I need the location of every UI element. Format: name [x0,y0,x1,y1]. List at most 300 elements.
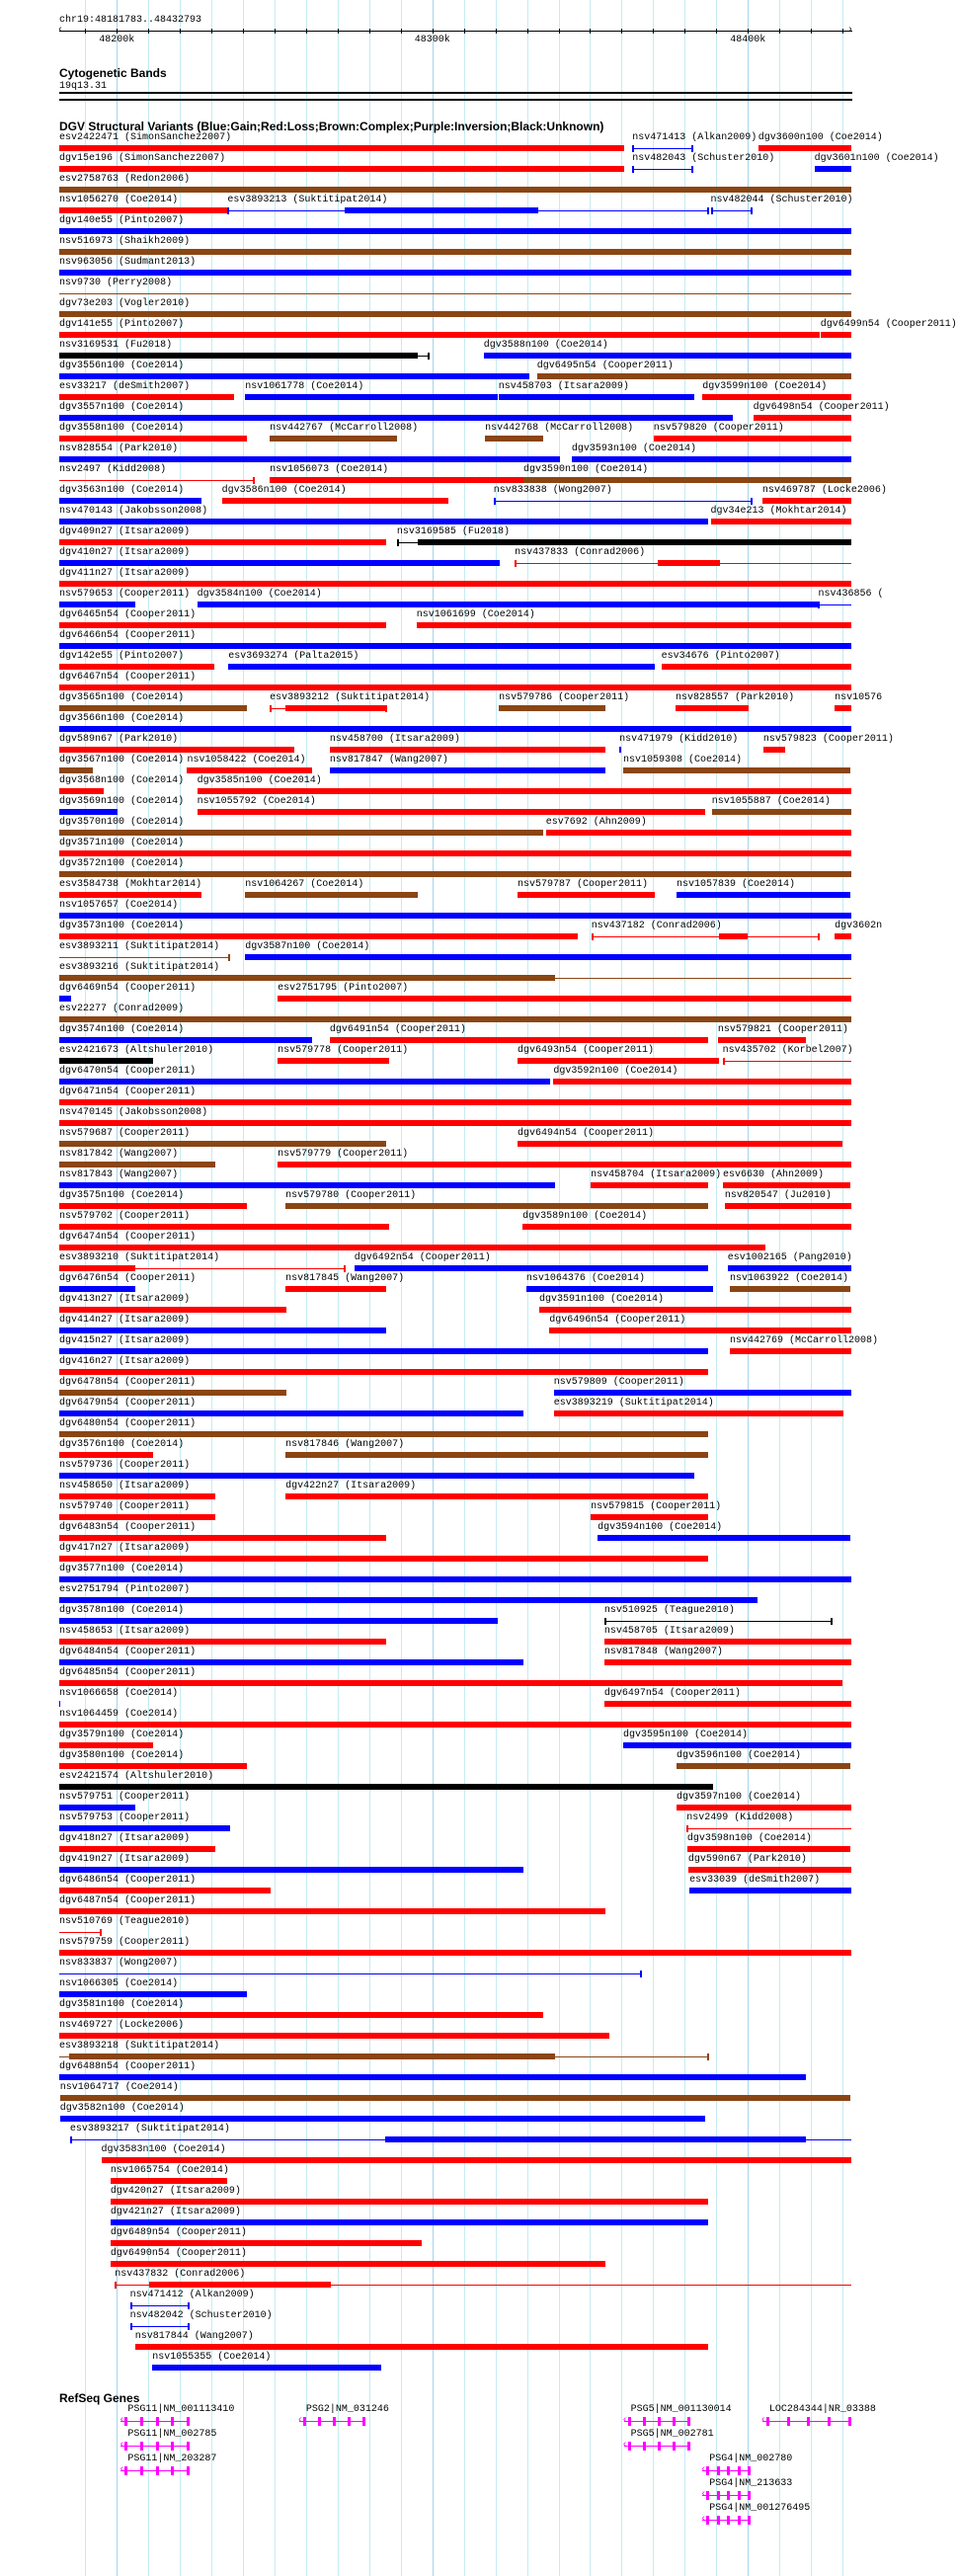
variant-bar[interactable] [59,1846,215,1852]
variant-label[interactable]: nsv510769 (Teague2010) [59,1916,191,1927]
variant-line[interactable] [632,148,692,149]
gene-label[interactable]: LOC284344|NR_03388 [768,2404,876,2415]
variant-label[interactable]: dgv3556n100 (Coe2014) [59,361,185,371]
variant-label[interactable]: nsv471412 (Alkan2009) [129,2290,255,2300]
variant-bar[interactable] [725,1203,851,1209]
variant-bar[interactable] [60,2116,705,2122]
variant-line[interactable] [130,2326,190,2327]
variant-label[interactable]: dgv3600n100 (Coe2014) [758,132,883,143]
variant-bar[interactable] [198,788,851,794]
variant-bar[interactable] [763,747,785,753]
variant-label[interactable]: nsv442768 (McCarroll2008) [485,423,634,434]
variant-label[interactable]: nsv510925 (Teague2010) [603,1605,735,1616]
variant-label[interactable]: nsv1063922 (Coe2014) [730,1273,849,1284]
variant-label[interactable]: dgv6499n54 (Cooper2011) [820,319,957,330]
variant-bar[interactable] [59,1307,286,1313]
variant-bar[interactable] [59,1369,708,1375]
variant-label[interactable]: dgv420n27 (Itsara2009) [110,2186,241,2197]
variant-bar[interactable] [330,747,605,753]
variant-bar[interactable] [604,1701,851,1707]
variant-label[interactable]: nsv817848 (Wang2007) [603,1647,723,1657]
ruler-left-arrow-icon[interactable]: ‹ [57,25,64,36]
variant-label[interactable]: nsv437182 (Conrad2006) [591,921,722,931]
gene-label[interactable]: PSG4|NM_213633 [709,2478,793,2489]
variant-thick-segment[interactable] [658,560,720,566]
variant-label[interactable]: nsv470145 (Jakobsson2008) [59,1107,208,1118]
variant-bar[interactable] [59,1514,215,1520]
variant-label[interactable]: dgv3576n100 (Coe2014) [59,1439,185,1450]
variant-label[interactable]: nsv579779 (Cooper2011) [278,1149,409,1160]
variant-label[interactable]: dgv3581n100 (Coe2014) [59,1999,185,2010]
variant-label[interactable]: nsv458653 (Itsara2009) [59,1626,191,1637]
variant-bar[interactable] [677,1805,851,1811]
variant-bar[interactable] [59,1120,851,1126]
variant-label[interactable]: dgv6497n54 (Cooper2011) [603,1688,741,1699]
variant-label[interactable]: dgv6478n54 (Cooper2011) [59,1377,197,1388]
variant-bar[interactable] [59,1182,555,1188]
variant-label[interactable]: esv2751794 (Pinto2007) [59,1584,191,1595]
variant-line[interactable] [723,1061,851,1062]
variant-label[interactable]: dgv3587n100 (Coe2014) [245,941,370,952]
variant-thick-segment[interactable] [59,1265,135,1271]
variant-bar[interactable] [111,2199,708,2205]
variant-label[interactable]: dgv3580n100 (Coe2014) [59,1750,185,1761]
variant-label[interactable]: nsv579740 (Cooper2011) [59,1501,191,1512]
variant-label[interactable]: dgv3557n100 (Coe2014) [59,402,185,413]
variant-thick-segment[interactable] [149,2282,331,2288]
cytoband-top-edge[interactable] [59,92,852,94]
variant-bar[interactable] [762,498,851,504]
variant-label[interactable]: nsv482044 (Schuster2010) [710,195,853,205]
variant-bar[interactable] [278,1058,389,1064]
variant-label[interactable]: dgv3598n100 (Coe2014) [686,1833,812,1844]
variant-bar[interactable] [702,394,851,400]
variant-bar[interactable] [59,145,624,151]
variant-label[interactable]: nsv458703 (Itsara2009) [498,381,629,392]
variant-bar[interactable] [102,2157,851,2163]
variant-bar[interactable] [59,1037,312,1043]
variant-bar[interactable] [485,436,543,442]
variant-label[interactable]: dgv417n27 (Itsara2009) [59,1543,191,1554]
variant-label[interactable]: dgv15e196 (SimonSanchez2007) [59,153,226,164]
variant-label[interactable]: dgv413n27 (Itsara2009) [59,1294,191,1305]
variant-label[interactable]: dgv3583n100 (Coe2014) [101,2144,226,2155]
variant-bar[interactable] [245,394,497,400]
variant-label[interactable]: esv34676 (Pinto2007) [661,651,780,662]
variant-bar[interactable] [59,871,851,877]
variant-bar[interactable] [518,1141,842,1147]
variant-bar[interactable] [59,1431,708,1437]
variant-bar[interactable] [228,664,655,670]
variant-label[interactable]: dgv6467n54 (Cooper2011) [59,672,197,683]
variant-bar[interactable] [59,705,246,711]
variant-label[interactable]: nsv579780 (Cooper2011) [285,1190,417,1201]
variant-bar[interactable] [59,1452,153,1458]
variant-bar[interactable] [59,311,851,317]
variant-label[interactable]: nsv817846 (Wang2007) [285,1439,405,1450]
variant-label[interactable]: nsv828557 (Park2010) [676,692,795,703]
variant-bar[interactable] [604,1639,851,1645]
variant-bar[interactable] [59,664,214,670]
variant-line[interactable] [604,1621,833,1622]
variant-bar[interactable] [59,539,386,545]
variant-label[interactable]: esv3893210 (Suktitipat2014) [59,1252,220,1263]
variant-bar[interactable] [285,1452,708,1458]
variant-thick-segment[interactable] [69,2053,555,2059]
variant-bar[interactable] [59,1991,246,1997]
variant-label[interactable]: dgv6498n54 (Cooper2011) [753,402,890,413]
variant-label[interactable]: dgv6491n54 (Cooper2011) [329,1024,466,1035]
variant-bar[interactable] [59,892,201,898]
variant-bar[interactable] [59,373,529,379]
variant-label[interactable]: dgv6486n54 (Cooper2011) [59,1875,197,1886]
variant-bar[interactable] [728,1265,851,1271]
variant-bar[interactable] [687,1846,850,1852]
variant-label[interactable]: dgv422n27 (Itsara2009) [285,1481,417,1491]
variant-label[interactable]: nsv469727 (Locke2006) [59,2020,185,2031]
variant-label[interactable]: nsv828554 (Park2010) [59,443,179,454]
variant-bar[interactable] [59,207,227,213]
variant-bar[interactable] [754,415,851,421]
variant-line[interactable] [59,1973,642,1974]
variant-bar[interactable] [59,1805,135,1811]
variant-bar[interactable] [518,1058,719,1064]
variant-label[interactable]: nsv469787 (Locke2006) [761,485,887,496]
variant-bar[interactable] [59,1079,550,1085]
variant-bar[interactable] [330,767,605,773]
variant-label[interactable]: esv3893212 (Suktitipat2014) [270,692,431,703]
variant-label[interactable]: esv2422471 (SimonSanchez2007) [59,132,232,143]
variant-label[interactable]: nsv442769 (McCarroll2008) [730,1335,879,1346]
variant-line[interactable] [59,957,230,958]
variant-label[interactable]: dgv590n67 (Park2010) [687,1854,807,1865]
gene-label[interactable]: PSG4|NM_002780 [709,2454,793,2464]
variant-bar[interactable] [59,1825,230,1831]
variant-bar[interactable] [59,726,851,732]
variant-label[interactable]: nsv579759 (Cooper2011) [59,1937,191,1948]
variant-bar[interactable] [59,643,851,649]
variant-label[interactable]: esv3893211 (Suktitipat2014) [59,941,220,952]
variant-label[interactable]: dgv3592n100 (Coe2014) [553,1066,678,1077]
variant-bar[interactable] [59,1763,246,1769]
variant-label[interactable]: nsv1066658 (Coe2014) [59,1688,179,1699]
variant-label[interactable]: dgv3588n100 (Coe2014) [483,340,608,351]
variant-label[interactable]: dgv414n27 (Itsara2009) [59,1315,191,1326]
variant-thick-segment[interactable] [385,2136,806,2142]
variant-label[interactable]: dgv141e55 (Pinto2007) [59,319,185,330]
variant-bar[interactable] [553,1079,851,1085]
variant-bar[interactable] [59,436,246,442]
variant-label[interactable]: dgv142e55 (Pinto2007) [59,651,185,662]
variant-bar[interactable] [711,519,852,524]
ruler-right-arrow-icon[interactable]: › [847,25,854,36]
variant-label[interactable]: dgv416n27 (Itsara2009) [59,1356,191,1367]
variant-label[interactable]: esv1002165 (Pang2010) [727,1252,852,1263]
variant-label[interactable]: esv3584738 (Mokhtar2014) [59,879,202,890]
variant-line[interactable] [592,936,820,937]
variant-label[interactable]: dgv6489n54 (Cooper2011) [110,2227,247,2238]
gene-label[interactable]: PSG11|NM_001113410 [127,2404,235,2415]
variant-label[interactable]: dgv3582n100 (Coe2014) [59,2103,185,2114]
variant-bar[interactable] [688,1867,851,1873]
variant-bar[interactable] [59,394,234,400]
variant-bar[interactable] [59,1016,851,1022]
variant-bar[interactable] [152,2365,381,2371]
variant-bar[interactable] [572,456,851,462]
variant-label[interactable]: dgv6471n54 (Cooper2011) [59,1087,197,1097]
variant-bar[interactable] [278,996,851,1002]
variant-label[interactable]: nsv1056073 (Coe2014) [270,464,389,475]
variant-bar[interactable] [198,809,705,815]
variant-bar[interactable] [821,332,851,338]
variant-label[interactable]: dgv3599n100 (Coe2014) [702,381,828,392]
variant-thick-segment[interactable] [719,933,748,939]
variant-label[interactable]: nsv1055792 (Coe2014) [197,796,316,807]
variant-label[interactable]: dgv6495n54 (Cooper2011) [536,361,674,371]
variant-label[interactable]: nsv10576 [835,692,883,703]
variant-label[interactable]: dgv6480n54 (Cooper2011) [59,1418,197,1429]
variant-bar[interactable] [59,996,71,1002]
variant-label[interactable]: nsv437832 (Conrad2006) [115,2269,246,2280]
variant-label[interactable]: esv7692 (Ahn2009) [545,817,647,828]
variant-bar[interactable] [59,1659,523,1665]
variant-bar[interactable] [59,1950,851,1956]
variant-bar[interactable] [59,332,820,338]
variant-label[interactable]: nsv471979 (Kidd2010) [619,734,739,745]
variant-label[interactable]: dgv140e55 (Pinto2007) [59,215,185,226]
variant-label[interactable]: dgv3570n100 (Coe2014) [59,817,185,828]
variant-bar[interactable] [59,850,851,856]
variant-bar[interactable] [677,1763,850,1769]
variant-label[interactable]: dgv6474n54 (Cooper2011) [59,1232,197,1243]
variant-label[interactable]: dgv6465n54 (Cooper2011) [59,609,197,620]
variant-label[interactable]: dgv6484n54 (Cooper2011) [59,1647,197,1657]
variant-bar[interactable] [598,1535,850,1541]
variant-bar[interactable] [815,166,851,172]
variant-label[interactable]: dgv6488n54 (Cooper2011) [59,2061,197,2072]
variant-label[interactable]: dgv415n27 (Itsara2009) [59,1335,191,1346]
variant-bar[interactable] [619,747,621,753]
variant-label[interactable]: nsv1058422 (Coe2014) [187,755,306,765]
variant-bar[interactable] [59,166,624,172]
variant-label[interactable]: nsv579653 (Cooper2011) [59,589,191,600]
variant-bar[interactable] [59,767,93,773]
variant-bar[interactable] [60,2095,850,2101]
variant-line[interactable] [59,1932,102,1933]
variant-bar[interactable] [554,1390,851,1396]
variant-line[interactable] [632,169,692,170]
variant-label[interactable]: nsv482043 (Schuster2010) [632,153,775,164]
variant-bar[interactable] [526,1286,713,1292]
variant-bar[interactable] [59,1348,708,1354]
variant-label[interactable]: dgv3584n100 (Coe2014) [197,589,322,600]
variant-bar[interactable] [59,249,851,255]
variant-line[interactable] [711,210,753,211]
variant-bar[interactable] [59,1203,246,1209]
variant-bar[interactable] [59,1099,851,1105]
variant-bar[interactable] [59,1390,286,1396]
variant-label[interactable]: dgv3558n100 (Coe2014) [59,423,185,434]
variant-bar[interactable] [285,1286,386,1292]
variant-bar[interactable] [546,830,851,836]
variant-bar[interactable] [730,1348,851,1354]
variant-line[interactable] [59,293,851,294]
variant-bar[interactable] [59,1722,851,1728]
variant-label[interactable]: nsv1061699 (Coe2014) [416,609,535,620]
variant-label[interactable]: dgv3591n100 (Coe2014) [539,1294,665,1305]
variant-bar[interactable] [59,1162,215,1167]
variant-label[interactable]: esv2758763 (Redon2006) [59,174,191,185]
variant-line[interactable] [494,501,753,502]
variant-bar[interactable] [835,705,851,711]
variant-label[interactable]: nsv3169531 (Fu2018) [59,340,173,351]
variant-label[interactable]: nsv833837 (Wong2007) [59,1958,179,1969]
variant-bar[interactable] [623,767,850,773]
variant-bar[interactable] [222,498,449,504]
variant-bar[interactable] [59,1908,605,1914]
variant-bar[interactable] [59,187,851,193]
variant-line[interactable] [59,480,255,481]
gene-label[interactable]: PSG4|NM_001276495 [709,2503,811,2514]
variant-label[interactable]: esv3893213 (Suktitipat2014) [227,195,388,205]
variant-bar[interactable] [330,1037,708,1043]
variant-label[interactable]: nsv833838 (Wong2007) [493,485,612,496]
variant-bar[interactable] [523,477,851,483]
variant-label[interactable]: nsv579815 (Cooper2011) [591,1501,722,1512]
variant-bar[interactable] [59,1701,60,1707]
variant-bar[interactable] [285,1203,708,1209]
variant-label[interactable]: dgv3565n100 (Coe2014) [59,692,185,703]
variant-label[interactable]: nsv436856 ( [818,589,884,600]
variant-bar[interactable] [676,705,748,711]
variant-label[interactable]: dgv3594n100 (Coe2014) [598,1522,723,1533]
variant-label[interactable]: dgv589n67 (Park2010) [59,734,179,745]
variant-bar[interactable] [187,767,312,773]
variant-bar[interactable] [59,519,708,524]
variant-bar[interactable] [499,705,605,711]
variant-label[interactable]: dgv6479n54 (Cooper2011) [59,1398,197,1409]
variant-label[interactable]: nsv1059308 (Coe2014) [623,755,743,765]
variant-label[interactable]: nsv579821 (Cooper2011) [717,1024,848,1035]
variant-label[interactable]: dgv6470n54 (Cooper2011) [59,1066,197,1077]
variant-label[interactable]: dgv421n27 (Itsara2009) [110,2207,241,2217]
variant-label[interactable]: esv3893218 (Suktitipat2014) [59,2041,220,2052]
variant-label[interactable]: dgv6483n54 (Cooper2011) [59,1522,197,1533]
variant-bar[interactable] [499,394,694,400]
variant-thick-segment[interactable] [59,975,555,981]
variant-label[interactable]: nsv579753 (Cooper2011) [59,1812,191,1823]
variant-bar[interactable] [135,2344,708,2350]
variant-label[interactable]: dgv3568n100 (Coe2014) [59,775,185,786]
variant-label[interactable]: dgv3595n100 (Coe2014) [623,1730,749,1740]
variant-label[interactable]: esv3893217 (Suktitipat2014) [69,2124,230,2134]
variant-label[interactable]: esv6630 (Ahn2009) [722,1169,824,1180]
variant-bar[interactable] [278,1162,851,1167]
variant-bar[interactable] [59,684,851,690]
variant-label[interactable]: dgv3602n [835,921,883,931]
variant-label[interactable]: esv22277 (Conrad2009) [59,1004,185,1014]
variant-label[interactable]: dgv6466n54 (Cooper2011) [59,630,197,641]
variant-label[interactable]: dgv3601n100 (Coe2014) [814,153,939,164]
variant-bar[interactable] [59,1410,523,1416]
variant-bar[interactable] [59,1680,842,1686]
variant-bar[interactable] [59,1556,708,1562]
variant-bar[interactable] [285,1493,708,1499]
variant-bar[interactable] [59,913,851,919]
variant-bar[interactable] [59,1141,386,1147]
variant-label[interactable]: nsv2499 (Kidd2008) [686,1812,794,1823]
variant-label[interactable]: nsv9730 (Perry2008) [59,278,173,288]
variant-label[interactable]: dgv3572n100 (Coe2014) [59,858,185,869]
variant-label[interactable]: dgv3575n100 (Coe2014) [59,1190,185,1201]
variant-label[interactable]: dgv6485n54 (Cooper2011) [59,1667,197,1678]
variant-label[interactable]: nsv963056 (Sudmant2013) [59,257,197,268]
variant-label[interactable]: nsv817845 (Wang2007) [285,1273,405,1284]
variant-label[interactable]: nsv1055355 (Coe2014) [152,2352,272,2363]
variant-bar[interactable] [591,1514,708,1520]
variant-bar[interactable] [59,809,118,815]
variant-bar[interactable] [518,892,655,898]
variant-label[interactable]: esv3893216 (Suktitipat2014) [59,962,220,973]
variant-label[interactable]: dgv3579n100 (Coe2014) [59,1730,185,1740]
variant-bar[interactable] [59,1888,271,1893]
variant-label[interactable]: nsv817843 (Wang2007) [59,1169,179,1180]
variant-label[interactable]: dgv3585n100 (Coe2014) [197,775,322,786]
variant-bar[interactable] [270,436,397,442]
variant-bar[interactable] [59,1535,386,1541]
variant-bar[interactable] [537,373,851,379]
variant-label[interactable]: nsv3169585 (Fu2018) [396,526,510,537]
variant-bar[interactable] [604,1659,851,1665]
variant-label[interactable]: dgv411n27 (Itsara2009) [59,568,191,579]
variant-bar[interactable] [245,954,851,960]
variant-bar[interactable] [59,1245,765,1250]
variant-label[interactable]: esv33217 (deSmith2007) [59,381,191,392]
variant-label[interactable]: dgv6490n54 (Cooper2011) [110,2248,247,2259]
variant-thick-segment[interactable] [345,207,538,213]
variant-label[interactable]: nsv435702 (Korbel2007) [722,1045,853,1056]
variant-label[interactable]: nsv442767 (McCarroll2008) [270,423,419,434]
variant-bar[interactable] [591,1182,708,1188]
variant-bar[interactable] [689,1888,851,1893]
variant-label[interactable]: dgv3597n100 (Coe2014) [677,1792,802,1803]
variant-label[interactable]: nsv1064267 (Coe2014) [245,879,364,890]
variant-bar[interactable] [59,1742,153,1748]
variant-bar[interactable] [59,622,386,628]
variant-bar[interactable] [59,456,560,462]
variant-line[interactable] [818,604,851,605]
gene-label[interactable]: PSG5|NM_002781 [630,2429,714,2440]
variant-label[interactable]: dgv3590n100 (Coe2014) [523,464,649,475]
variant-label[interactable]: nsv817842 (Wang2007) [59,1149,179,1160]
variant-bar[interactable] [111,2178,228,2184]
variant-bar[interactable] [59,1867,523,1873]
variant-label[interactable]: nsv579736 (Cooper2011) [59,1460,191,1471]
variant-bar[interactable] [245,892,418,898]
variant-label[interactable]: nsv579820 (Cooper2011) [653,423,784,434]
variant-label[interactable]: dgv3596n100 (Coe2014) [677,1750,802,1761]
variant-bar[interactable] [59,1286,135,1292]
variant-bar[interactable] [59,602,135,607]
variant-bar[interactable] [417,622,851,628]
variant-bar[interactable] [59,1058,153,1064]
variant-bar[interactable] [539,1307,851,1313]
variant-label[interactable]: dgv3569n100 (Coe2014) [59,796,185,807]
variant-label[interactable]: esv2751795 (Pinto2007) [278,983,409,994]
variant-label[interactable]: nsv1065754 (Coe2014) [110,2165,229,2176]
variant-bar[interactable] [111,2240,422,2246]
variant-bar[interactable] [59,228,851,234]
